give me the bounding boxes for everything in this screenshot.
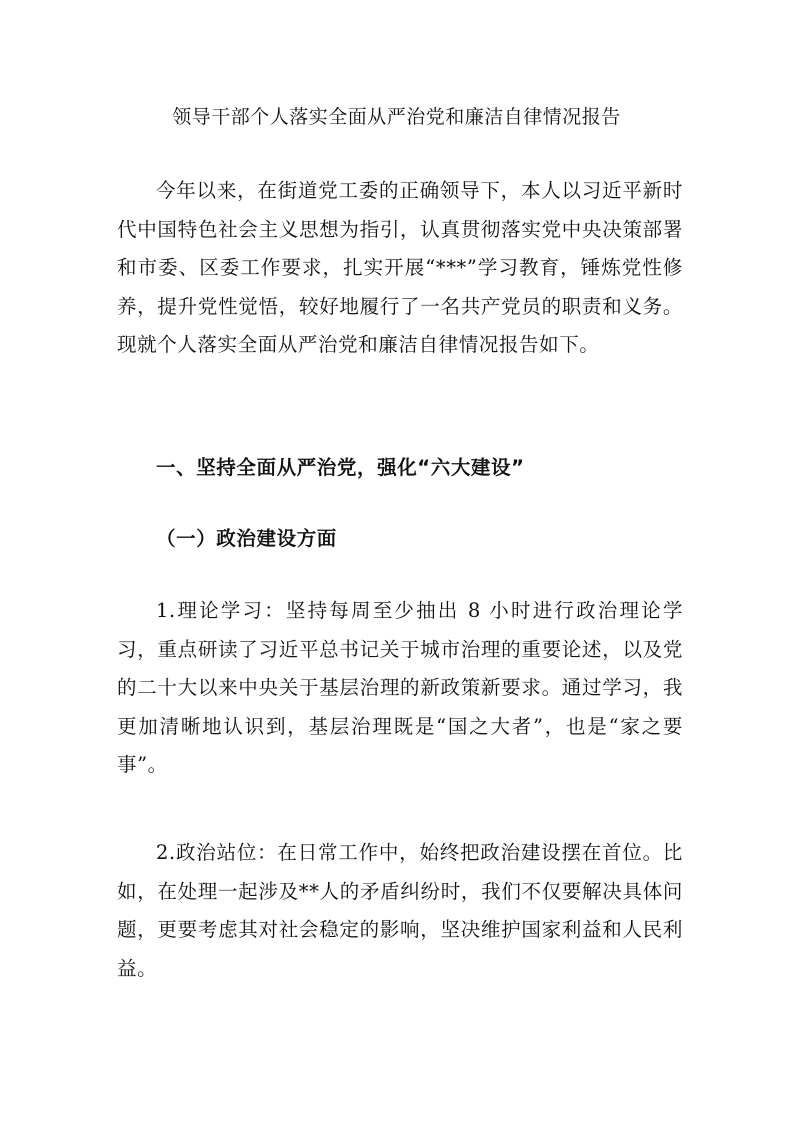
subsection-heading: （一）政治建设方面 [156, 527, 337, 550]
document-title: 领导干部个人落实全面从严治党和廉洁自律情况报告 [172, 106, 621, 128]
item-paragraph-political-stance: 2.政治站位：在日常工作中，始终把政治建设摆在首位。比如，在处理一起涉及**人的矛盾纠纷时，我们不仅要解决具体问题，更要考虑其对社会稳定的影响，坚决维护国家利益和人民利益。 [117, 841, 683, 980]
intro-paragraph: 今年以来，在街道党工委的正确领导下，本人以习近平新时代中国特色社会主义思想为指引，认真贯彻落实党中央决策部署和市委、区委工作要求，扎实开展“***”学习教育，锤炼党性修养，提升党性觉悟，较好地履行了一名共产党员的职责和义务。现就个人落实全面从严治党和廉洁自律情况报告如下。 [117, 179, 683, 356]
section-heading: 一、坚持全面从严治党，强化“六大建设” [156, 456, 525, 479]
item-paragraph-theory-study: 1.理论学习：坚持每周至少抽出 8 小时进行政治理论学习，重点研读了习近平总书记关于城市治理的重要论述，以及党的二十大以来中央关于基层治理的新政策新要求。通过学习，我更加清晰地认识到，基层治理既是“国之大者”，也是“家之要事”。 [117, 599, 683, 776]
